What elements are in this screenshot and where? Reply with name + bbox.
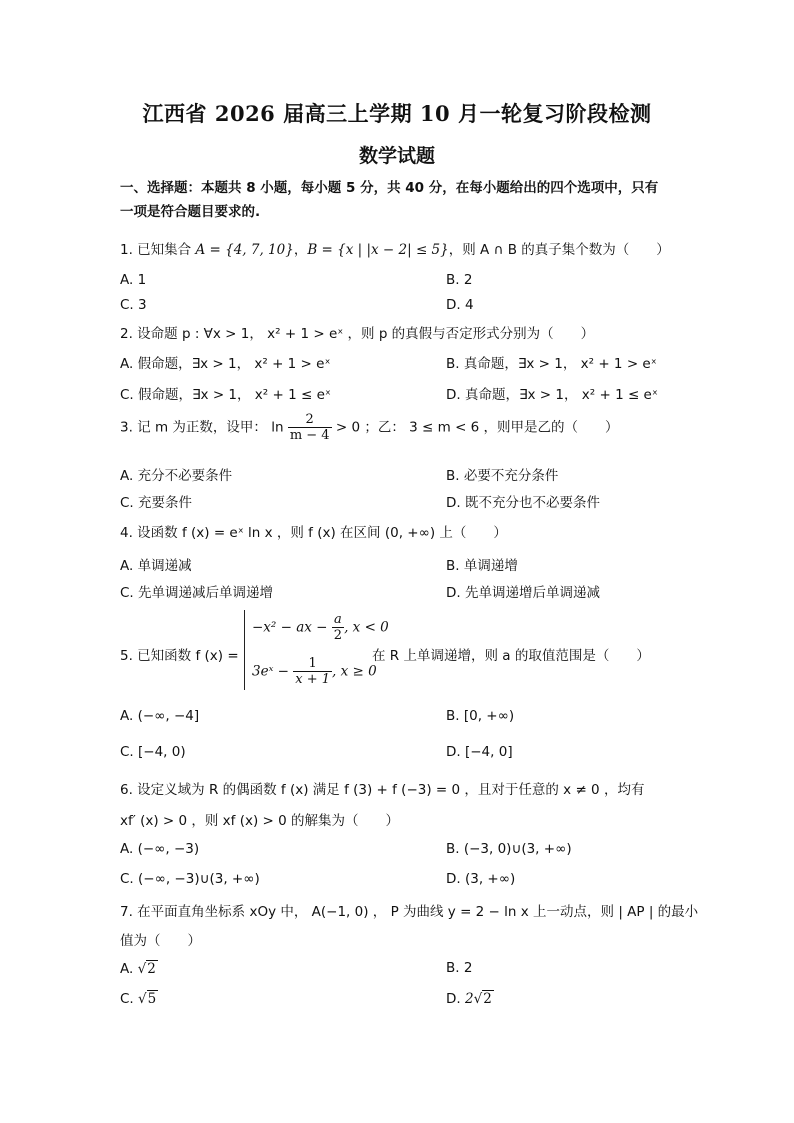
q5-case1-frac (332, 612, 344, 643)
q7-option-d-value: 2 (483, 991, 492, 1007)
q5-case2-frac (293, 656, 332, 687)
q3-prefix: 3. 记 m 为正数，设甲： ln (120, 419, 284, 436)
q7-option-d: D. 2√2 (446, 991, 492, 1007)
q6-option-b: B. (−3, 0)∪(3, +∞) (446, 841, 572, 857)
q4-option-c: C. 先单调递减后单调递增 (120, 585, 274, 601)
q3-option-a: A. 充分不必要条件 (120, 468, 233, 484)
q2-option-a: A. 假命题，∃x > 1， x² + 1 > eˣ (120, 356, 331, 372)
question-7-stem-line2: 值为（ ） (120, 933, 201, 949)
q2-option-c: C. 假命题，∃x > 1， x² + 1 ≤ eˣ (120, 387, 331, 403)
q5-case2-expr: 3eˣ − (252, 663, 289, 680)
q4-option-d: D. 先单调递增后单调递减 (446, 585, 600, 601)
q7-option-c: C. √5 (120, 991, 157, 1007)
q5-case1-cond: , x < 0 (344, 619, 389, 636)
section-heading (120, 176, 680, 224)
section-heading-line1: 一、选择题：本题共 8 小题，每小题 5 分，共 40 分，在每小题给出的四个选项中，只有 (120, 180, 659, 196)
q7-option-d-label: D. (446, 991, 461, 1007)
question-2-stem: 2. 设命题 p : ∀x > 1， x² + 1 > eˣ ，则 p 的真假与否定形式分别为（ ） (120, 326, 595, 342)
question-3-stem (120, 412, 619, 443)
q1-set-b: B = {x | |x − 2| ≤ 5} (307, 242, 449, 258)
q7-option-a: A. √2 (120, 961, 156, 977)
q6-option-c: C. (−∞, −3)∪(3, +∞) (120, 871, 260, 887)
q1-suffix: ，则 A ∩ B 的真子集个数为（ ） (448, 242, 670, 258)
q1-set-a: A = {4, 7, 10} (195, 242, 294, 258)
q7-option-c-value: 5 (147, 991, 157, 1007)
q4-option-a: A. 单调递减 (120, 558, 192, 574)
q5-case2-den: x + 1 (295, 672, 331, 687)
q5-option-a: A. (−∞, −4] (120, 708, 200, 724)
q3-option-b: B. 必要不充分条件 (446, 468, 559, 484)
q1-prefix: 1. 已知集合 (120, 242, 196, 258)
q1-option-c: C. 3 (120, 297, 147, 313)
question-1-stem: 1. 已知集合 A = {4, 7, 10}，B = {x | |x − 2| ≤ 5}，则 A ∩ B 的真子集个数为（ ） (120, 242, 670, 258)
q3-option-c: C. 充要条件 (120, 495, 193, 511)
q6-option-a: A. (−∞, −3) (120, 841, 200, 857)
q5-case2-num: 1 (293, 656, 332, 672)
q5-case1-expr: −x² − ax − (252, 619, 328, 636)
q5-case2-cond: , x ≥ 0 (332, 663, 377, 680)
question-4-stem: 4. 设函数 f (x) = eˣ ln x ，则 f (x) 在区间 (0, +∞) 上（ ） (120, 525, 507, 541)
q5-suffix: 在 R 上单调递增，则 a 的取值范围是（ ） (372, 648, 650, 664)
q5-case-1 (252, 612, 389, 643)
q5-option-d: D. [−4, 0] (446, 744, 513, 760)
q5-case1-num: a (332, 612, 344, 628)
q5-option-c: C. [−4, 0) (120, 744, 186, 760)
q3-option-d: D. 既不充分也不必要条件 (446, 495, 600, 511)
q7-option-a-label: A. (120, 961, 134, 977)
exam-title: 江西省 2026 届高三上学期 10 月一轮复习阶段检测 (142, 101, 652, 126)
question-6-stem-line2: xf′ (x) > 0 ，则 xf (x) > 0 的解集为（ ） (120, 813, 400, 829)
exam-subtitle: 数学试题 (358, 145, 435, 167)
q5-option-b: B. [0, +∞) (446, 708, 515, 724)
q5-prefix: 5. 已知函数 f (x) = (120, 648, 239, 664)
q3-frac-den: m − 4 (289, 428, 330, 443)
q4-option-b: B. 单调递增 (446, 558, 518, 574)
q7-option-d-coef: 2 (464, 991, 474, 1007)
question-6-stem-line1: 6. 设定义域为 R 的偶函数 f (x) 满足 f (3) + f (−3) = 0 ，且对于任意的 x ≠ 0 ，均有 (120, 782, 645, 798)
q6-option-d: D. (3, +∞) (446, 871, 516, 887)
q1-option-d: D. 4 (446, 297, 474, 313)
q7-option-a-value: 2 (147, 961, 156, 977)
q3-suffix: > 0 ；乙： 3 ≤ m < 6 ，则甲是乙的（ ） (335, 419, 619, 436)
q5-case-2 (252, 656, 377, 687)
q2-option-d: D. 真命题，∃x > 1， x² + 1 ≤ eˣ (446, 387, 658, 403)
section-heading-line2: 一项是符合题目要求的. (120, 204, 261, 220)
q1-option-b: B. 2 (446, 272, 473, 288)
q5-brace (244, 610, 245, 690)
q7-option-b: B. 2 (446, 960, 473, 976)
q1-option-a: A. 1 (120, 272, 147, 288)
question-7-stem-line1: 7. 在平面直角坐标系 xOy 中， A(−1, 0) ， P 为曲线 y = 2 − ln x 上一动点，则 | AP | 的最小 (120, 904, 699, 920)
q5-case1-den: 2 (333, 628, 343, 643)
q3-fraction (288, 412, 332, 443)
q3-frac-num: 2 (288, 412, 332, 428)
q7-option-c-label: C. (120, 991, 134, 1007)
q2-option-b: B. 真命题，∃x > 1， x² + 1 > eˣ (446, 356, 657, 372)
